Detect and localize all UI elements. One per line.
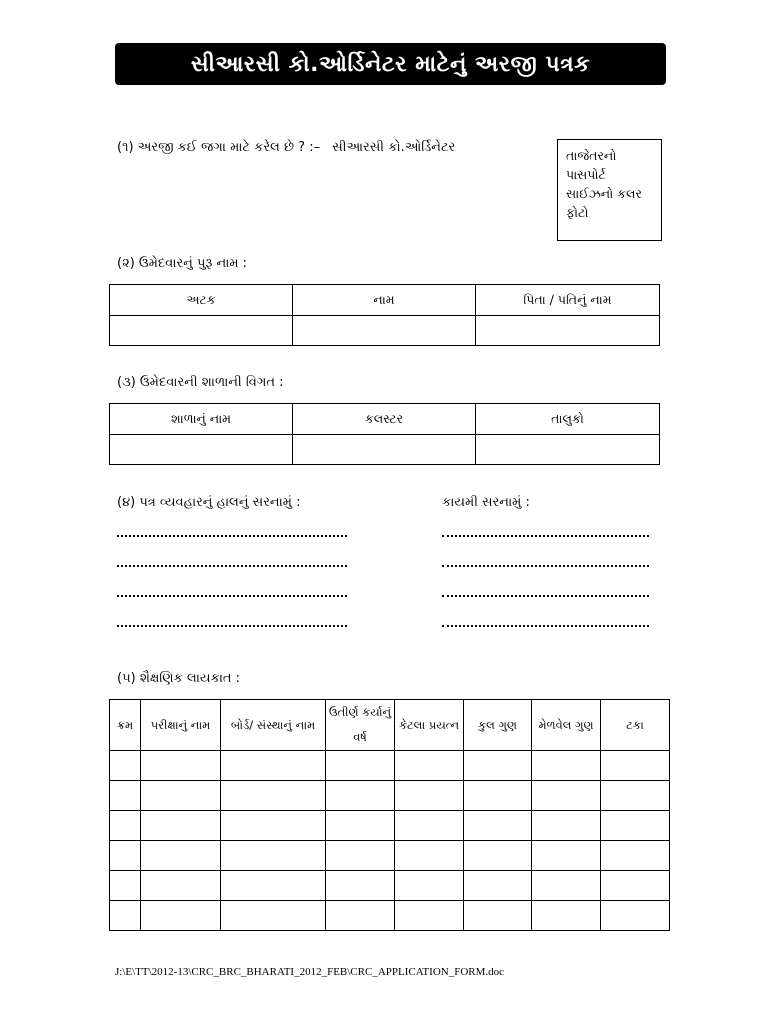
table-row: [110, 871, 670, 901]
photo-box-line: તાજેતરનો: [566, 148, 617, 163]
table-cell[interactable]: [141, 781, 221, 811]
table-cell[interactable]: [141, 751, 221, 781]
table-cell[interactable]: [395, 781, 464, 811]
table-cell[interactable]: [532, 811, 601, 841]
table-cell[interactable]: [221, 871, 326, 901]
column-header: કુલ ગુણ: [464, 700, 532, 751]
table-cell[interactable]: [395, 811, 464, 841]
question-1-label: (૧) અરજી કઈ જગા માટે કરેલ છે ? :–: [117, 140, 321, 155]
table-cell[interactable]: [601, 781, 670, 811]
table-cell[interactable]: [221, 901, 326, 931]
table-cell[interactable]: [532, 751, 601, 781]
table-cell[interactable]: [110, 841, 141, 871]
current-address-line[interactable]: [117, 565, 347, 567]
table-cell[interactable]: [464, 841, 532, 871]
photo-box-line: પાસપોર્ટ: [566, 167, 606, 182]
column-header: બોર્ડ/ સંસ્થાનું નામ: [221, 700, 326, 751]
permanent-address-line[interactable]: [442, 535, 649, 537]
table-cell[interactable]: [221, 811, 326, 841]
column-header: શાળાનું નામ: [110, 404, 293, 435]
column-header: મેળવેલ ગુણ: [532, 700, 601, 751]
column-header: નામ: [293, 285, 476, 316]
table-cell[interactable]: [221, 841, 326, 871]
column-header: અટક: [110, 285, 293, 316]
surname-cell[interactable]: [110, 316, 293, 346]
table-cell[interactable]: [326, 871, 395, 901]
column-header: કલસ્ટર: [293, 404, 476, 435]
question-2-label: (૨) ઉમેદવારનું પુરૂ નામ :: [117, 256, 248, 271]
table-cell[interactable]: [464, 871, 532, 901]
table-cell[interactable]: [221, 781, 326, 811]
first-name-cell[interactable]: [293, 316, 476, 346]
table-cell[interactable]: [326, 751, 395, 781]
table-cell[interactable]: [532, 841, 601, 871]
table-cell[interactable]: [326, 901, 395, 931]
table-cell[interactable]: [141, 901, 221, 931]
table-cell[interactable]: [395, 871, 464, 901]
table-row: [110, 841, 670, 871]
table-cell[interactable]: [395, 841, 464, 871]
table-row: [110, 811, 670, 841]
document-path-footer: J:\E\TT\2012-13\CRC_BRC_BHARATI_2012_FEB\CRC_APPLICATION_FORM.doc: [115, 966, 505, 978]
table-row: [110, 781, 670, 811]
table-cell[interactable]: [395, 901, 464, 931]
table-cell[interactable]: [141, 811, 221, 841]
table-cell[interactable]: [532, 901, 601, 931]
table-cell[interactable]: [601, 811, 670, 841]
photo-placeholder-box: [557, 139, 662, 241]
form-title: સીઆરસી કો.ઓર્ડિનેટર માટેનું અરજી પત્રક: [115, 43, 666, 85]
question-1-value: સીઆરસી કો.ઓર્ડિનેટર: [332, 140, 456, 155]
table-cell[interactable]: [326, 841, 395, 871]
table-cell[interactable]: [110, 781, 141, 811]
permanent-address-line[interactable]: [442, 595, 649, 597]
column-header: ક્રમ: [110, 700, 141, 751]
cluster-cell[interactable]: [293, 435, 476, 465]
table-cell[interactable]: [464, 751, 532, 781]
column-header: તાલુકો: [476, 404, 660, 435]
table-cell[interactable]: [110, 901, 141, 931]
school-details-table: [109, 403, 660, 465]
table-cell[interactable]: [601, 841, 670, 871]
permanent-address-line[interactable]: [442, 625, 649, 627]
table-row: [110, 751, 670, 781]
table-cell[interactable]: [532, 871, 601, 901]
column-header: ઉતીર્ણ કર્યાનું વર્ષ: [326, 700, 395, 751]
table-cell[interactable]: [601, 871, 670, 901]
table-cell[interactable]: [395, 751, 464, 781]
table-cell[interactable]: [326, 811, 395, 841]
table-cell[interactable]: [110, 751, 141, 781]
education-qualification-table: [109, 699, 670, 931]
table-cell[interactable]: [464, 781, 532, 811]
table-cell[interactable]: [141, 871, 221, 901]
school-name-cell[interactable]: [110, 435, 293, 465]
column-header: ટકા: [601, 700, 670, 751]
table-cell[interactable]: [141, 841, 221, 871]
question-4-current-address-label: (૪) પત્ર વ્યવહારનું હાલનું સરનામું :: [117, 495, 301, 510]
question-1: [117, 140, 455, 155]
table-cell[interactable]: [601, 751, 670, 781]
current-address-line[interactable]: [117, 595, 347, 597]
question-3-label: (૩) ઉમેદવારની શાળાની વિગત :: [117, 375, 284, 390]
table-row: [110, 901, 670, 931]
taluka-cell[interactable]: [476, 435, 660, 465]
table-cell[interactable]: [110, 811, 141, 841]
table-cell[interactable]: [601, 901, 670, 931]
table-cell[interactable]: [464, 901, 532, 931]
table-cell[interactable]: [110, 871, 141, 901]
photo-box-line: ફોટો: [566, 205, 589, 220]
column-header: પરીક્ષાનું નામ: [141, 700, 221, 751]
question-4-permanent-address-label: કાયમી સરનામું :: [442, 495, 530, 510]
father-husband-name-cell[interactable]: [476, 316, 660, 346]
permanent-address-line[interactable]: [442, 565, 649, 567]
table-cell[interactable]: [326, 781, 395, 811]
table-cell[interactable]: [464, 811, 532, 841]
column-header: પિતા / પતિનું નામ: [476, 285, 660, 316]
question-5-label: (૫) શૈક્ષણિક લાયકાત :: [117, 671, 241, 686]
table-cell[interactable]: [221, 751, 326, 781]
current-address-line[interactable]: [117, 625, 347, 627]
current-address-line[interactable]: [117, 535, 347, 537]
candidate-name-table: [109, 284, 660, 346]
table-cell[interactable]: [532, 781, 601, 811]
column-header: કેટલા પ્રયત્ન: [395, 700, 464, 751]
photo-box-line: સાઈઝનો કલર: [566, 186, 642, 201]
